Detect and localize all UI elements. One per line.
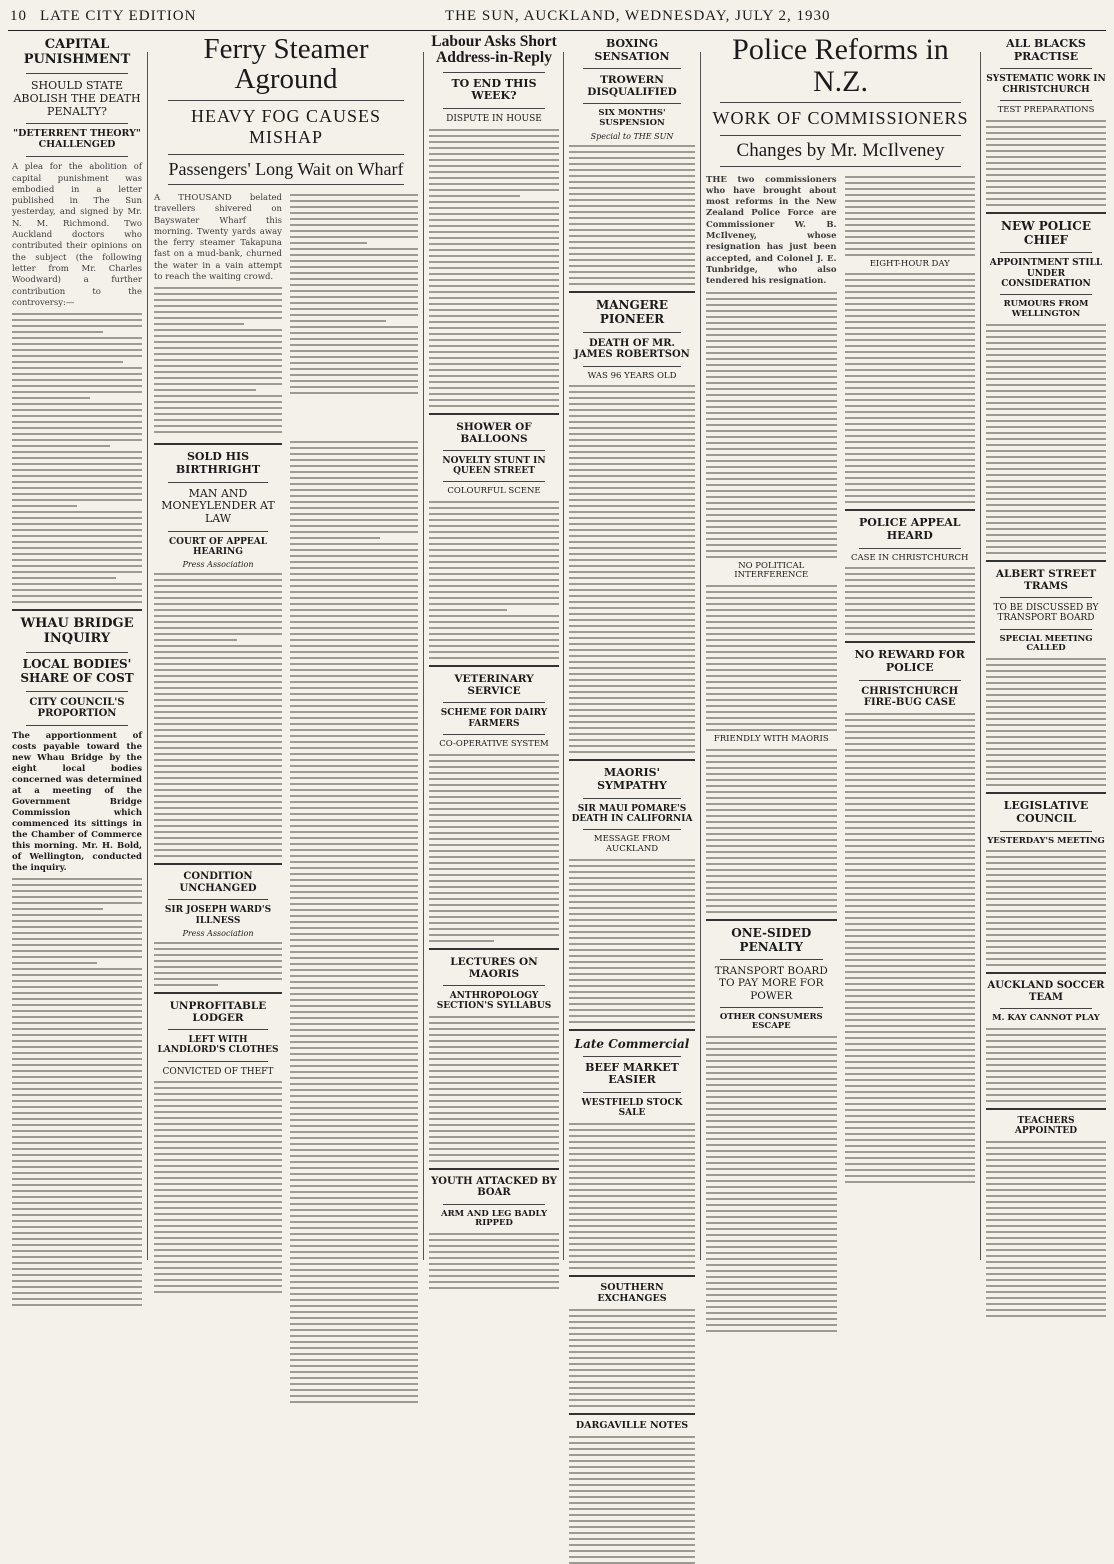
article-body bbox=[154, 573, 282, 857]
headline: SOLD HIS BIRTHRIGHT bbox=[175, 450, 261, 476]
headline-labour: Labour Asks Short Address-in-Reply bbox=[431, 33, 557, 67]
subheadline: NOVELTY STUNT IN QUEEN STREET bbox=[442, 455, 546, 477]
subheadline: WAS 96 YEARS OLD bbox=[587, 370, 677, 381]
headline: NO REWARD FOR POLICE bbox=[854, 648, 965, 674]
article-body bbox=[569, 1309, 695, 1407]
subheadline: DEATH OF MR. JAMES ROBERTSON bbox=[574, 337, 690, 361]
subheadline: YESTERDAY'S MEETING bbox=[987, 835, 1105, 846]
subheadline: M. KAY CANNOT PLAY bbox=[992, 1013, 1100, 1024]
article-body bbox=[706, 585, 837, 731]
subheadline: HEAVY FOG CAUSES MISHAP bbox=[190, 105, 382, 148]
article-body bbox=[986, 1141, 1106, 1317]
headline: LECTURES ON MAORIS bbox=[450, 955, 538, 980]
article-body bbox=[706, 292, 837, 558]
article-body bbox=[429, 129, 559, 407]
headline: MAORIS' SYMPATHY bbox=[597, 766, 667, 792]
article-body bbox=[569, 145, 695, 285]
subheadline: FRIENDLY WITH MAORIS bbox=[713, 734, 829, 745]
subheadline: EIGHT-HOUR DAY bbox=[869, 258, 950, 269]
subheadline: APPOINTMENT STILL UNDER CONSIDERATION bbox=[989, 258, 1103, 290]
subheadline: SIR MAUI POMARE'S DEATH IN CALIFORNIA bbox=[571, 803, 693, 824]
subheadline: SPECIAL MEETING CALLED bbox=[999, 633, 1093, 654]
headline: SHOWER OF BALLOONS bbox=[456, 420, 532, 445]
subheadline: LOCAL BODIES' SHARE OF COST bbox=[20, 657, 134, 685]
headline: POLICE APPEAL HEARD bbox=[859, 516, 961, 542]
column-ferry-steamer bbox=[150, 34, 422, 1260]
column-sports bbox=[982, 34, 1110, 1260]
article-body bbox=[569, 1123, 695, 1269]
section-header-commercial: Late Commercial bbox=[574, 1036, 690, 1051]
subheadline: CHRISTCHURCH FIRE-BUG CASE bbox=[861, 685, 959, 709]
subheadline: TO BE DISCUSSED BY TRANSPORT BOARD bbox=[993, 603, 1099, 624]
headline: VETERINARY SERVICE bbox=[454, 673, 534, 698]
article-body bbox=[845, 176, 976, 256]
subheadline: MESSAGE FROM AUCKLAND bbox=[593, 834, 671, 855]
article-body bbox=[845, 567, 976, 635]
column-rule bbox=[147, 52, 148, 1260]
masthead-rule bbox=[8, 30, 1106, 31]
subheadline: "DETERRENT THEORY" CHALLENGED bbox=[13, 128, 141, 151]
article-body bbox=[429, 501, 559, 659]
article-body bbox=[429, 1233, 559, 1289]
headline: WHAU BRIDGE INQUIRY bbox=[20, 616, 134, 647]
subheadline: Passengers' Long Wait on Wharf bbox=[168, 159, 404, 180]
article-body bbox=[290, 194, 418, 394]
headline: YOUTH ATTACKED BY BOAR bbox=[431, 1175, 557, 1199]
column-rule bbox=[563, 52, 564, 1260]
headline: ALL BLACKS PRACTISE bbox=[1006, 37, 1086, 63]
headline: MANGERE PIONEER bbox=[595, 297, 669, 326]
subheadline: WORK OF COMMISSIONERS bbox=[712, 108, 969, 128]
subheadline: CITY COUNCIL'S PROPORTION bbox=[29, 696, 125, 720]
subheadline: NO POLITICAL INTERFERENCE bbox=[734, 560, 809, 581]
article-body bbox=[986, 658, 1106, 786]
article-body bbox=[154, 287, 282, 433]
subheadline: MAN AND MONEYLENDER AT LAW bbox=[161, 486, 275, 525]
subheadline: SIR JOSEPH WARD'S ILLNESS bbox=[164, 905, 272, 926]
subheadline: TROWERN DISQUALIFIED bbox=[587, 74, 677, 99]
headline: TEACHERS APPOINTED bbox=[1014, 1116, 1078, 1137]
subheadline: DISPUTE IN HOUSE bbox=[446, 113, 542, 124]
masthead bbox=[10, 6, 1104, 28]
subheadline: CONVICTED OF THEFT bbox=[162, 1066, 274, 1077]
article-body bbox=[986, 850, 1106, 966]
column-capital-punishment bbox=[8, 34, 146, 1260]
headline: AUCKLAND SOCCER TEAM bbox=[987, 980, 1105, 1003]
article-body bbox=[569, 385, 695, 753]
article-lead: The apportionment of costs payable toward the new Whau Bridge by the eight local bodies concerned was determined at a meeting of the Government Bridge Commission which commenced its sittings in the Chamber of Commerce this morning. Mr. H. Bold, of Wellington, conducted the inquiry. bbox=[12, 730, 142, 874]
subheadline: SCHEME FOR DAIRY FARMERS bbox=[440, 708, 548, 729]
headline: DARGAVILLE NOTES bbox=[575, 1419, 689, 1431]
subheadline: COLOURFUL SCENE bbox=[447, 486, 541, 497]
article-body bbox=[569, 1436, 695, 1564]
paper-dateline: THE SUN, AUCKLAND, WEDNESDAY, JULY 2, 1930 bbox=[445, 8, 831, 24]
article-body bbox=[986, 120, 1106, 206]
article-body bbox=[429, 754, 559, 942]
article-body bbox=[290, 441, 418, 1403]
article-body bbox=[706, 1036, 837, 1332]
article-intro: A plea for the abolition of capital punishment was embodied in a letter published in The Sun yesterday, and signed by Mr. N. M. Richmond. Two Auckland doctors who contributed their opinions on the subject (the following letter from Mr. Charles Woodward) a further contribution to the controversy:— bbox=[12, 162, 142, 308]
article-body bbox=[706, 749, 837, 913]
edition-label: LATE CITY EDITION bbox=[40, 8, 197, 24]
subheadline: TO END THIS WEEK? bbox=[451, 76, 537, 103]
subheadline: RUMOURS FROM WELLINGTON bbox=[1003, 299, 1089, 320]
article-body bbox=[12, 878, 142, 1306]
subheadline: LEFT WITH LANDLORD'S CLOTHES bbox=[157, 1035, 279, 1056]
column-rule bbox=[700, 52, 701, 1260]
article-lead: THE two commissioners who have brought about most reforms in the New Zealand Police Force are Commissioner W. B. McIlveney, whose resignation has just been accepted, and Colonel J. E. Tunbridge, who also tendered his resignation. bbox=[706, 174, 837, 287]
headline: NEW POLICE CHIEF bbox=[1001, 218, 1091, 247]
headline-ferry: Ferry Steamer Aground bbox=[203, 33, 369, 96]
subheadline: WESTFIELD STOCK SALE bbox=[581, 1098, 683, 1119]
article-body bbox=[12, 313, 142, 603]
headline: ALBERT STREET TRAMS bbox=[995, 567, 1097, 592]
headline-police-reforms: Police Reforms in N.Z. bbox=[732, 33, 949, 98]
subheadline: COURT OF APPEAL HEARING bbox=[168, 536, 268, 557]
headline: UNPROFITABLE LODGER bbox=[169, 999, 267, 1024]
article-lead: A THOUSAND belated travellers shivered on Bayswater Wharf this morning. Twenty yards away the ferry steamer Takapuna fast on a mud-bank, churned the water in a vain attempt to reach the waiting crowd. bbox=[154, 192, 282, 283]
column-boxing bbox=[565, 34, 699, 1431]
column-rule bbox=[423, 52, 424, 1260]
subheadline: Changes by Mr. McIlveney bbox=[736, 139, 945, 161]
headline: BEEF MARKET EASIER bbox=[585, 1060, 679, 1087]
subheadline: OTHER CONSUMERS ESCAPE bbox=[719, 1011, 823, 1032]
column-rule bbox=[980, 52, 981, 1260]
headline: CONDITION UNCHANGED bbox=[179, 871, 257, 894]
column-labour bbox=[425, 34, 563, 1260]
subheadline: ARM AND LEG BADLY RIPPED bbox=[440, 1208, 548, 1229]
subheadline: CO-OPERATIVE SYSTEM bbox=[439, 739, 549, 749]
article-body bbox=[569, 859, 695, 1023]
subheadline: SHOULD STATE ABOLISH THE DEATH PENALTY? bbox=[13, 78, 141, 119]
article-body bbox=[154, 942, 282, 986]
headline: ONE-SIDED PENALTY bbox=[731, 925, 812, 954]
agency-credit: Press Association bbox=[182, 928, 254, 938]
article-body bbox=[986, 1028, 1106, 1102]
headline: BOXING SENSATION bbox=[594, 37, 670, 63]
subheadline: SYSTEMATIC WORK IN CHRISTCHURCH bbox=[986, 74, 1106, 95]
article-body bbox=[986, 324, 1106, 554]
subheadline: CASE IN CHRISTCHURCH bbox=[851, 552, 969, 563]
headline: SOUTHERN EXCHANGES bbox=[597, 1281, 667, 1304]
subheadline: ANTHROPOLOGY SECTION'S SYLLABUS bbox=[436, 990, 552, 1012]
headline: CAPITAL PUNISHMENT bbox=[23, 37, 131, 67]
article-body bbox=[429, 1016, 559, 1162]
article-body bbox=[154, 1081, 282, 1293]
agency-credit: Press Association bbox=[182, 560, 254, 570]
subheadline: TEST PREPARATIONS bbox=[997, 104, 1095, 115]
page-number: 10 bbox=[10, 8, 27, 24]
column-police-reforms bbox=[702, 34, 979, 1260]
subheadline: TRANSPORT BOARD TO PAY MORE FOR POWER bbox=[714, 965, 828, 1002]
article-body bbox=[845, 273, 976, 503]
headline: LEGISLATIVE COUNCIL bbox=[1003, 799, 1089, 825]
subheadline: SIX MONTHS' SUSPENSION bbox=[598, 108, 666, 129]
article-body bbox=[845, 713, 976, 1183]
agency-credit: Special to THE SUN bbox=[590, 131, 674, 141]
